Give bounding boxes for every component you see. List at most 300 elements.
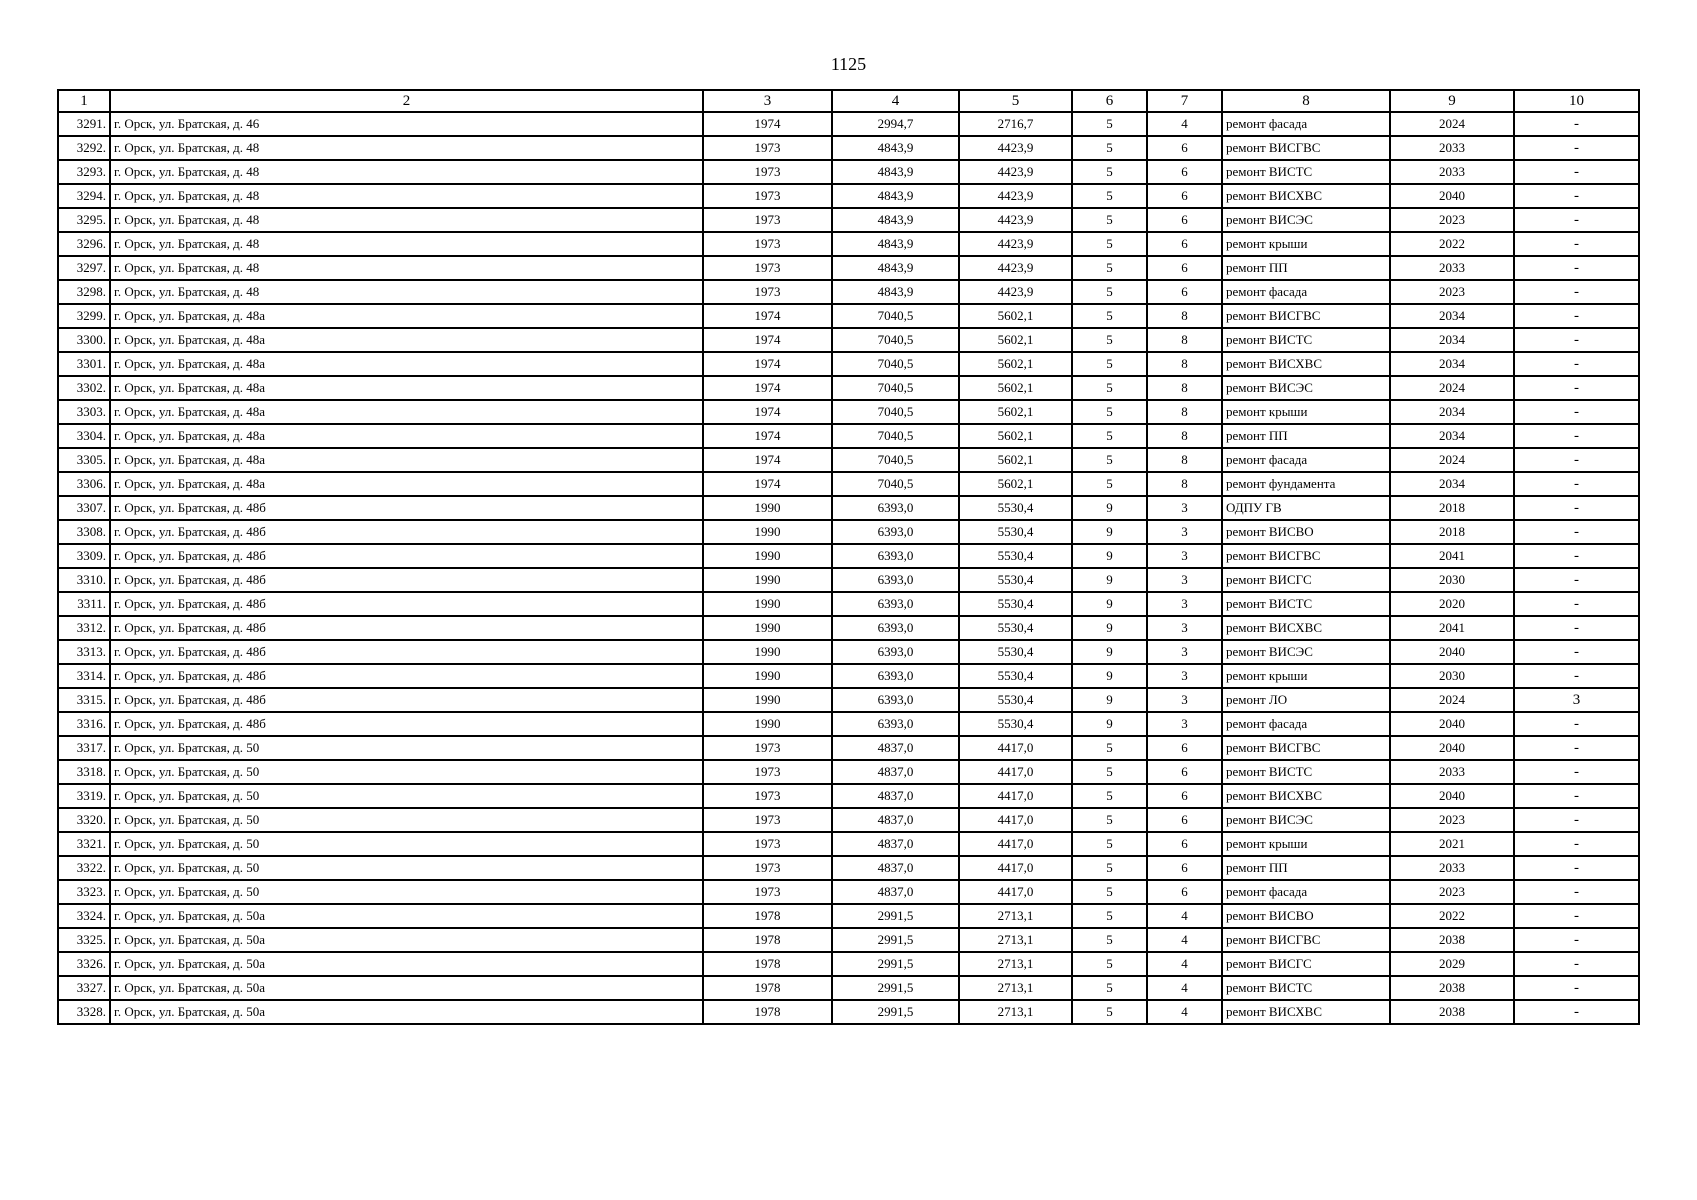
cell-row-number: 3323. [58,880,110,904]
cell-note: - [1514,736,1639,760]
col-header-5: 5 [959,90,1072,112]
cell-note: - [1514,640,1639,664]
cell-address: г. Орск, ул. Братская, д. 48б [110,496,703,520]
cell-note: - [1514,496,1639,520]
cell-floors: 5 [1072,280,1147,304]
cell-address: г. Орск, ул. Братская, д. 50 [110,880,703,904]
cell-total-area: 6393,0 [832,712,959,736]
cell-entrances: 4 [1147,928,1222,952]
cell-living-area: 2713,1 [959,928,1072,952]
cell-note: - [1514,232,1639,256]
cell-note: - [1514,808,1639,832]
cell-floors: 5 [1072,760,1147,784]
cell-row-number: 3313. [58,640,110,664]
page-number: 1125 [830,54,867,74]
cell-address: г. Орск, ул. Братская, д. 48а [110,472,703,496]
cell-work-type: ремонт фасада [1222,880,1390,904]
cell-total-area: 4837,0 [832,760,959,784]
cell-row-number: 3314. [58,664,110,688]
table-row [58,952,1639,976]
cell-row-number: 3317. [58,736,110,760]
cell-row-number: 3308. [58,520,110,544]
cell-address: г. Орск, ул. Братская, д. 48 [110,232,703,256]
cell-note: - [1514,712,1639,736]
cell-row-number: 3328. [58,1000,110,1024]
table-row [58,448,1639,472]
cell-work-type: ремонт ВИСВО [1222,904,1390,928]
cell-work-type: ремонт ВИСЭС [1222,208,1390,232]
cell-planned-year: 2018 [1390,520,1514,544]
cell-work-type: ремонт ВИСГВС [1222,736,1390,760]
cell-row-number: 3316. [58,712,110,736]
cell-note: - [1514,304,1639,328]
cell-floors: 9 [1072,568,1147,592]
cell-floors: 5 [1072,472,1147,496]
cell-address: г. Орск, ул. Братская, д. 48а [110,376,703,400]
cell-entrances: 3 [1147,520,1222,544]
cell-work-type: ремонт фасада [1222,280,1390,304]
cell-work-type: ремонт ЛО [1222,688,1390,712]
cell-planned-year: 2033 [1390,760,1514,784]
cell-row-number: 3297. [58,256,110,280]
cell-total-area: 6393,0 [832,592,959,616]
table-row [58,880,1639,904]
cell-entrances: 6 [1147,760,1222,784]
cell-floors: 5 [1072,304,1147,328]
cell-address: г. Орск, ул. Братская, д. 48б [110,688,703,712]
cell-floors: 5 [1072,160,1147,184]
cell-work-type: ремонт ВИСТС [1222,160,1390,184]
cell-living-area: 2716,7 [959,112,1072,136]
cell-entrances: 8 [1147,328,1222,352]
cell-note: - [1514,592,1639,616]
cell-floors: 5 [1072,352,1147,376]
table-row [58,688,1639,712]
table-row [58,160,1639,184]
cell-planned-year: 2023 [1390,808,1514,832]
table-body [58,112,1639,1024]
cell-note: 3 [1514,688,1639,712]
cell-total-area: 6393,0 [832,616,959,640]
col-header-7: 7 [1147,90,1222,112]
cell-entrances: 3 [1147,688,1222,712]
cell-year-built: 1973 [703,184,832,208]
cell-work-type: ремонт ВИСВО [1222,520,1390,544]
cell-year-built: 1974 [703,304,832,328]
cell-note: - [1514,616,1639,640]
cell-total-area: 4837,0 [832,736,959,760]
table-row [58,760,1639,784]
cell-row-number: 3295. [58,208,110,232]
table-row [58,424,1639,448]
cell-address: г. Орск, ул. Братская, д. 48 [110,256,703,280]
cell-total-area: 6393,0 [832,496,959,520]
cell-row-number: 3302. [58,376,110,400]
table-row [58,352,1639,376]
cell-total-area: 2991,5 [832,1000,959,1024]
cell-planned-year: 2038 [1390,976,1514,1000]
cell-work-type: ремонт ВИСГВС [1222,304,1390,328]
cell-note: - [1514,784,1639,808]
cell-floors: 5 [1072,808,1147,832]
cell-work-type: ремонт ВИСХВС [1222,1000,1390,1024]
cell-total-area: 4837,0 [832,856,959,880]
cell-floors: 5 [1072,904,1147,928]
table-row [58,928,1639,952]
cell-entrances: 6 [1147,280,1222,304]
cell-address: г. Орск, ул. Братская, д. 48а [110,400,703,424]
table-row [58,856,1639,880]
cell-entrances: 8 [1147,424,1222,448]
cell-planned-year: 2018 [1390,496,1514,520]
cell-year-built: 1990 [703,712,832,736]
cell-row-number: 3311. [58,592,110,616]
cell-work-type: ОДПУ ГВ [1222,496,1390,520]
cell-note: - [1514,400,1639,424]
cell-total-area: 2991,5 [832,952,959,976]
cell-planned-year: 2022 [1390,904,1514,928]
cell-floors: 5 [1072,136,1147,160]
cell-year-built: 1990 [703,592,832,616]
cell-note: - [1514,880,1639,904]
cell-work-type: ремонт ВИСХВС [1222,352,1390,376]
cell-total-area: 2994,7 [832,112,959,136]
cell-entrances: 8 [1147,472,1222,496]
cell-living-area: 4423,9 [959,136,1072,160]
cell-living-area: 5602,1 [959,472,1072,496]
cell-year-built: 1974 [703,400,832,424]
cell-address: г. Орск, ул. Братская, д. 50а [110,1000,703,1024]
cell-address: г. Орск, ул. Братская, д. 48б [110,616,703,640]
cell-planned-year: 2033 [1390,136,1514,160]
cell-year-built: 1990 [703,568,832,592]
cell-year-built: 1990 [703,640,832,664]
cell-address: г. Орск, ул. Братская, д. 46 [110,112,703,136]
cell-year-built: 1974 [703,448,832,472]
col-header-2: 2 [110,90,703,112]
cell-note: - [1514,976,1639,1000]
cell-floors: 5 [1072,328,1147,352]
cell-planned-year: 2021 [1390,832,1514,856]
cell-planned-year: 2024 [1390,112,1514,136]
cell-living-area: 5602,1 [959,376,1072,400]
cell-note: - [1514,1000,1639,1024]
cell-row-number: 3325. [58,928,110,952]
cell-note: - [1514,208,1639,232]
cell-work-type: ремонт ВИСГВС [1222,928,1390,952]
table-row [58,568,1639,592]
col-header-9: 9 [1390,90,1514,112]
col-header-8: 8 [1222,90,1390,112]
cell-total-area: 7040,5 [832,376,959,400]
cell-living-area: 5602,1 [959,424,1072,448]
cell-entrances: 4 [1147,112,1222,136]
cell-address: г. Орск, ул. Братская, д. 48а [110,352,703,376]
cell-living-area: 4417,0 [959,880,1072,904]
cell-work-type: ремонт ВИСЭС [1222,640,1390,664]
cell-floors: 5 [1072,400,1147,424]
cell-planned-year: 2038 [1390,1000,1514,1024]
cell-note: - [1514,568,1639,592]
cell-address: г. Орск, ул. Братская, д. 50 [110,832,703,856]
cell-work-type: ремонт ВИСТС [1222,976,1390,1000]
cell-address: г. Орск, ул. Братская, д. 48 [110,160,703,184]
cell-year-built: 1990 [703,520,832,544]
cell-living-area: 5530,4 [959,544,1072,568]
cell-floors: 5 [1072,112,1147,136]
cell-address: г. Орск, ул. Братская, д. 48б [110,592,703,616]
cell-floors: 9 [1072,664,1147,688]
cell-living-area: 5530,4 [959,664,1072,688]
cell-total-area: 7040,5 [832,304,959,328]
cell-entrances: 8 [1147,448,1222,472]
cell-entrances: 3 [1147,616,1222,640]
cell-entrances: 3 [1147,640,1222,664]
cell-year-built: 1974 [703,376,832,400]
cell-note: - [1514,472,1639,496]
cell-note: - [1514,136,1639,160]
cell-entrances: 6 [1147,232,1222,256]
table-row [58,496,1639,520]
cell-planned-year: 2034 [1390,400,1514,424]
cell-planned-year: 2022 [1390,232,1514,256]
cell-address: г. Орск, ул. Братская, д. 48а [110,424,703,448]
cell-year-built: 1973 [703,856,832,880]
table-row [58,784,1639,808]
cell-work-type: ремонт ВИСГС [1222,952,1390,976]
cell-year-built: 1973 [703,808,832,832]
cell-work-type: ремонт ВИСХВС [1222,184,1390,208]
cell-floors: 9 [1072,640,1147,664]
cell-year-built: 1973 [703,232,832,256]
cell-row-number: 3326. [58,952,110,976]
cell-entrances: 4 [1147,952,1222,976]
cell-address: г. Орск, ул. Братская, д. 50 [110,736,703,760]
cell-living-area: 5530,4 [959,568,1072,592]
cell-floors: 5 [1072,976,1147,1000]
cell-planned-year: 2020 [1390,592,1514,616]
cell-entrances: 3 [1147,544,1222,568]
cell-entrances: 3 [1147,664,1222,688]
cell-total-area: 7040,5 [832,352,959,376]
cell-planned-year: 2030 [1390,568,1514,592]
cell-living-area: 5530,4 [959,520,1072,544]
cell-floors: 5 [1072,736,1147,760]
cell-floors: 9 [1072,712,1147,736]
cell-entrances: 8 [1147,400,1222,424]
table-row [58,232,1639,256]
cell-year-built: 1978 [703,904,832,928]
cell-living-area: 4417,0 [959,808,1072,832]
cell-row-number: 3306. [58,472,110,496]
cell-work-type: ремонт ВИСХВС [1222,784,1390,808]
table-row [58,472,1639,496]
cell-floors: 9 [1072,616,1147,640]
cell-planned-year: 2024 [1390,448,1514,472]
col-header-3: 3 [703,90,832,112]
cell-row-number: 3324. [58,904,110,928]
cell-address: г. Орск, ул. Братская, д. 50 [110,808,703,832]
cell-planned-year: 2029 [1390,952,1514,976]
cell-living-area: 4417,0 [959,832,1072,856]
cell-work-type: ремонт фасада [1222,112,1390,136]
cell-floors: 5 [1072,928,1147,952]
cell-year-built: 1973 [703,784,832,808]
cell-living-area: 5602,1 [959,304,1072,328]
table-row [58,328,1639,352]
cell-planned-year: 2034 [1390,472,1514,496]
cell-row-number: 3307. [58,496,110,520]
cell-planned-year: 2030 [1390,664,1514,688]
cell-planned-year: 2023 [1390,880,1514,904]
cell-address: г. Орск, ул. Братская, д. 48б [110,712,703,736]
table-row [58,184,1639,208]
cell-address: г. Орск, ул. Братская, д. 48б [110,640,703,664]
cell-total-area: 6393,0 [832,688,959,712]
cell-row-number: 3294. [58,184,110,208]
cell-work-type: ремонт крыши [1222,832,1390,856]
cell-address: г. Орск, ул. Братская, д. 50а [110,952,703,976]
cell-work-type: ремонт ВИСХВС [1222,616,1390,640]
cell-work-type: ремонт крыши [1222,232,1390,256]
cell-living-area: 2713,1 [959,1000,1072,1024]
cell-address: г. Орск, ул. Братская, д. 48а [110,448,703,472]
cell-living-area: 5530,4 [959,712,1072,736]
cell-floors: 5 [1072,856,1147,880]
cell-note: - [1514,760,1639,784]
table-row [58,592,1639,616]
cell-total-area: 6393,0 [832,664,959,688]
cell-total-area: 4843,9 [832,280,959,304]
cell-note: - [1514,280,1639,304]
cell-year-built: 1973 [703,760,832,784]
cell-total-area: 4837,0 [832,784,959,808]
col-header-10: 10 [1514,90,1639,112]
cell-floors: 9 [1072,592,1147,616]
cell-address: г. Орск, ул. Братская, д. 48б [110,544,703,568]
cell-entrances: 6 [1147,784,1222,808]
cell-address: г. Орск, ул. Братская, д. 48 [110,208,703,232]
cell-address: г. Орск, ул. Братская, д. 50 [110,856,703,880]
cell-row-number: 3305. [58,448,110,472]
cell-work-type: ремонт фундамента [1222,472,1390,496]
cell-row-number: 3298. [58,280,110,304]
cell-planned-year: 2040 [1390,784,1514,808]
cell-year-built: 1978 [703,952,832,976]
cell-total-area: 2991,5 [832,976,959,1000]
cell-total-area: 2991,5 [832,904,959,928]
cell-living-area: 4417,0 [959,736,1072,760]
cell-row-number: 3312. [58,616,110,640]
cell-year-built: 1973 [703,160,832,184]
cell-living-area: 4423,9 [959,232,1072,256]
cell-total-area: 4843,9 [832,184,959,208]
cell-living-area: 5602,1 [959,448,1072,472]
cell-living-area: 4423,9 [959,256,1072,280]
cell-work-type: ремонт фасада [1222,448,1390,472]
cell-address: г. Орск, ул. Братская, д. 50а [110,904,703,928]
cell-note: - [1514,856,1639,880]
cell-note: - [1514,352,1639,376]
cell-total-area: 4837,0 [832,880,959,904]
table-row [58,280,1639,304]
cell-living-area: 4423,9 [959,208,1072,232]
cell-planned-year: 2040 [1390,640,1514,664]
cell-year-built: 1973 [703,736,832,760]
cell-floors: 5 [1072,448,1147,472]
cell-note: - [1514,256,1639,280]
cell-work-type: ремонт ВИСГВС [1222,136,1390,160]
cell-address: г. Орск, ул. Братская, д. 48б [110,568,703,592]
cell-row-number: 3304. [58,424,110,448]
cell-entrances: 4 [1147,976,1222,1000]
cell-row-number: 3327. [58,976,110,1000]
cell-entrances: 3 [1147,592,1222,616]
col-header-6: 6 [1072,90,1147,112]
cell-row-number: 3296. [58,232,110,256]
col-header-1: 1 [58,90,110,112]
column-number-header-row [58,90,1639,112]
cell-total-area: 4843,9 [832,256,959,280]
cell-row-number: 3320. [58,808,110,832]
cell-planned-year: 2033 [1390,160,1514,184]
cell-planned-year: 2040 [1390,736,1514,760]
cell-row-number: 3292. [58,136,110,160]
cell-address: г. Орск, ул. Братская, д. 50а [110,928,703,952]
cell-work-type: ремонт ВИСЭС [1222,376,1390,400]
cell-note: - [1514,520,1639,544]
cell-living-area: 5602,1 [959,352,1072,376]
table-row [58,256,1639,280]
cell-living-area: 2713,1 [959,952,1072,976]
table-row [58,136,1639,160]
cell-work-type: ремонт крыши [1222,664,1390,688]
cell-floors: 5 [1072,952,1147,976]
cell-floors: 5 [1072,256,1147,280]
cell-floors: 5 [1072,208,1147,232]
cell-entrances: 6 [1147,736,1222,760]
cell-work-type: ремонт ПП [1222,256,1390,280]
cell-work-type: ремонт ВИСТС [1222,328,1390,352]
cell-row-number: 3321. [58,832,110,856]
cell-living-area: 4423,9 [959,184,1072,208]
cell-floors: 9 [1072,688,1147,712]
cell-work-type: ремонт ВИСЭС [1222,808,1390,832]
repair-schedule-table [57,89,1640,1025]
cell-year-built: 1973 [703,256,832,280]
cell-row-number: 3309. [58,544,110,568]
cell-row-number: 3299. [58,304,110,328]
cell-row-number: 3301. [58,352,110,376]
cell-year-built: 1973 [703,136,832,160]
cell-planned-year: 2034 [1390,424,1514,448]
cell-year-built: 1973 [703,208,832,232]
cell-year-built: 1990 [703,664,832,688]
cell-living-area: 5530,4 [959,640,1072,664]
cell-row-number: 3300. [58,328,110,352]
cell-row-number: 3303. [58,400,110,424]
cell-year-built: 1978 [703,976,832,1000]
cell-entrances: 3 [1147,496,1222,520]
cell-total-area: 4843,9 [832,208,959,232]
cell-living-area: 4417,0 [959,856,1072,880]
cell-planned-year: 2041 [1390,544,1514,568]
cell-entrances: 6 [1147,832,1222,856]
cell-planned-year: 2040 [1390,712,1514,736]
cell-work-type: ремонт фасада [1222,712,1390,736]
cell-year-built: 1973 [703,880,832,904]
cell-entrances: 8 [1147,352,1222,376]
